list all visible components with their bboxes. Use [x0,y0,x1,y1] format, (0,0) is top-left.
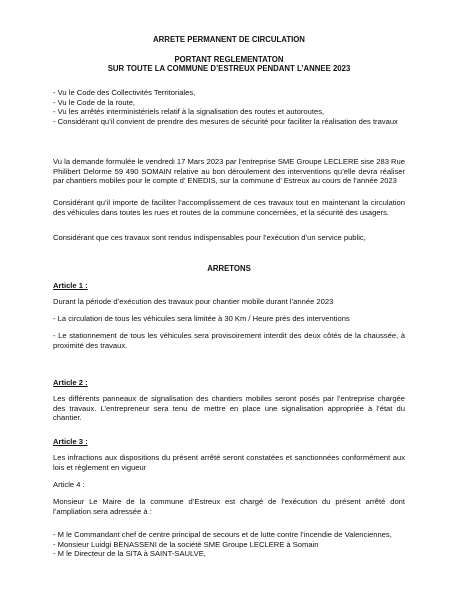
article-2-heading: Article 2 : [53,378,88,387]
document-subtitle: PORTANT REGLEMENTATON [174,55,284,64]
vu-list [53,88,405,126]
paragraph-demande: Vu la demande formulée le vendredi 17 Mars 2023 par l’entreprise SME Groupe LECLERE sise 283 Rue Philibert Delorme 59 490 SOMAIN relative au bon déroulement des interventions qu’elle devra réaliser par chantiers mobiles pour le compte d’ ENEDIS, sur la commune d’ Estreux au cours de l’année 2023 [53,157,405,186]
recipient-item: - M le Directeur de la SITA à SAINT-SAULVE, [53,549,206,559]
article-1-heading: Article 1 : [53,281,88,290]
vu-item: - Vu les arrêtés interministériels relatif à la signalisation des routes et autoroutes, [53,107,325,117]
article-1-text: Durant la période d’exécution des travaux pour chantier mobile durant l’année 2023 [53,297,334,306]
article-2-text: Les différents panneaux de signalisation des chantiers mobiles seront posés par l’entreprise chargée des travaux. L’entrepreneur sera tenu de mettre en place une signalisation appropriée à l’état du chantier. [53,394,405,423]
paragraph-considerant-1: Considérant qu’il importe de faciliter l’accomplissement de ces travaux tout en maintenant la circulation des véhicules dans toutes les rues et routes de la commune concernées, et la sécurité des usagers. [53,198,405,217]
article-4-heading: Article 4 : [53,480,85,489]
document-subtitle-2: SUR TOUTE LA COMMUNE D’ESTREUX PENDANT L’ANNEE 2023 [107,64,351,73]
paragraph-considerant-2: Considérant que ces travaux sont rendus indispensables pour l’exécution d’un service public, [53,233,366,242]
document-title: ARRETE PERMANENT DE CIRCULATION [153,35,305,44]
vu-item: - Considérant qu’il convient de prendre des mesures de sécurité pour faciliter la réalisation des travaux [53,116,398,126]
recipient-item: - Monsieur Luidgi BENASSENI de la société SME Groupe LECLERE à Somain [53,539,319,549]
vu-item: - Vu le Code de la route, [53,97,136,107]
recipient-item: - M le Commandant chef de centre principal de secours et de lutte contre l’incendie de Valenciennes, [53,530,392,539]
article-4-text: Monsieur Le Maire de la commune d’Estreux est chargé de l’exécution du présent arrêté dont l’ampliation sera adressée à : [53,497,405,516]
article-3-text: Les infractions aux dispositions du présent arrêté seront constatées et sanctionnées conformément aux lois et règlement en vigueur [53,453,405,472]
article-1-parking: - Le stationnement de tous les véhicules sera provisoirement interdit des deux côtés de la chaussée, à proximité des travaux. [53,331,405,350]
arretons-heading: ARRETONS [207,264,251,273]
recipient-list [53,530,405,559]
article-3-heading: Article 3 : [53,437,88,446]
vu-item: - Vu le Code des Collectivités Territoriales, [53,88,196,97]
article-1-speed-limit: - La circulation de tous les véhicules sera limitée à 30 Km / Heure près des interventions [53,314,350,323]
